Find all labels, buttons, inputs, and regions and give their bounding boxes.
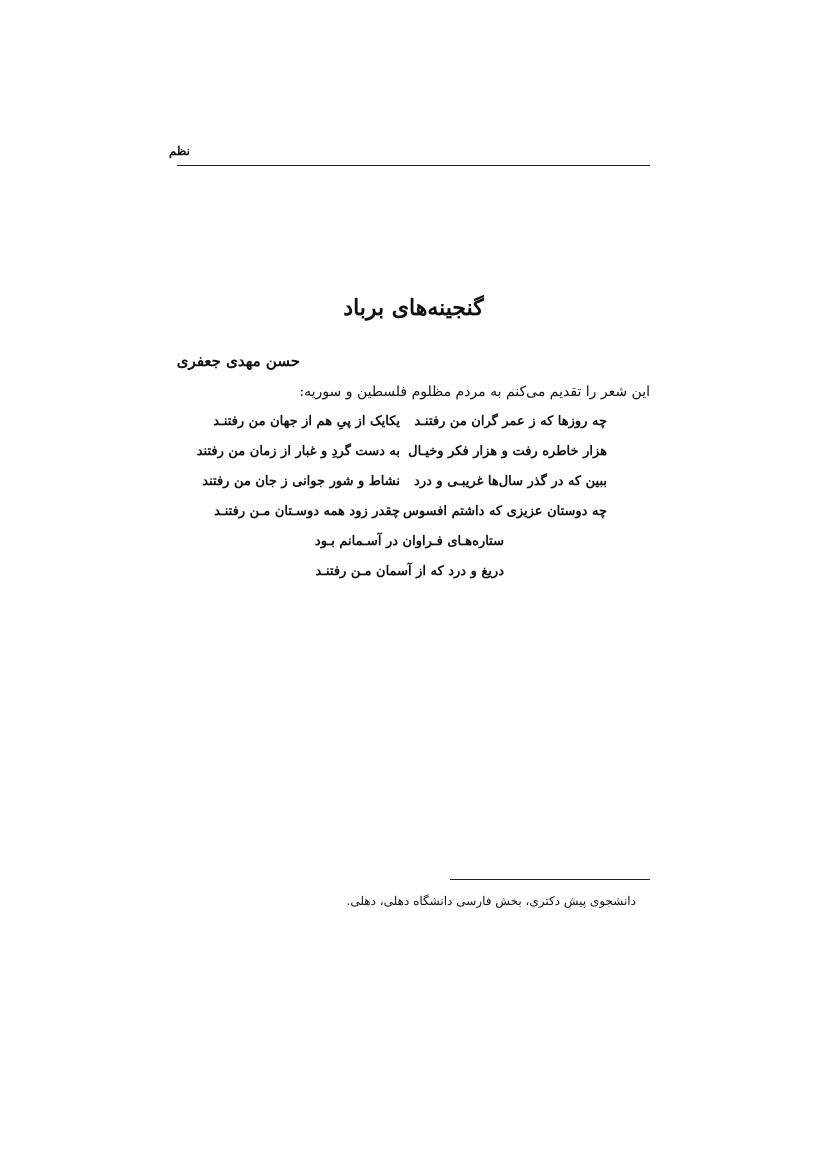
couplet (177, 444, 650, 474)
couplet (177, 414, 650, 444)
dedication-line: این شعر را تقدیم می‌کنم به مردم مظلوم فلسطین و سوریه: (299, 384, 650, 400)
couplet (177, 504, 650, 534)
hemistich-second: به دست گردِ و غبار از زمان من رفتند (196, 444, 400, 459)
poem-title: گنجینه‌های برباد (343, 295, 484, 321)
closing-line-text: ستاره‌هـای فـراوان در آسـمانم بـود (314, 534, 504, 549)
couplet (177, 474, 650, 504)
hemistich-second: نشاط و شور جوانی ز جان من رفتند (202, 474, 400, 489)
poem-body (177, 414, 650, 594)
author-name: حسن مهدی جعفری (176, 352, 300, 370)
closing-line (177, 534, 650, 564)
footnote: دانشجوی پیش دکتری، بخش فارسی دانشگاه دهلی، دهلی. (346, 894, 636, 908)
hemistich-first: ببین که در گذر سال‌ها غریبـی و درد (414, 474, 607, 489)
hemistich-first: هزار خاطره رفت و هزار فکر وخیـال (408, 444, 607, 459)
header-rule (177, 165, 650, 166)
hemistich-second: یکایک از پیِ هم از جهان من رفتنـد (213, 414, 400, 429)
hemistich-second: چقدر زود همه دوسـتان مـن رفتنـد (214, 504, 400, 519)
closing-line (177, 564, 650, 594)
hemistich-first: چه دوستان عزیزی که داشتم افسوس (403, 504, 607, 519)
footnote-rule (450, 879, 650, 880)
closing-line-text: دریغ و درد که از آسمان مـن رفتنـد (315, 564, 504, 579)
hemistich-first: چه روزها که ز عمر گران من رفتنـد (414, 414, 607, 429)
section-label: نظم (168, 144, 190, 158)
